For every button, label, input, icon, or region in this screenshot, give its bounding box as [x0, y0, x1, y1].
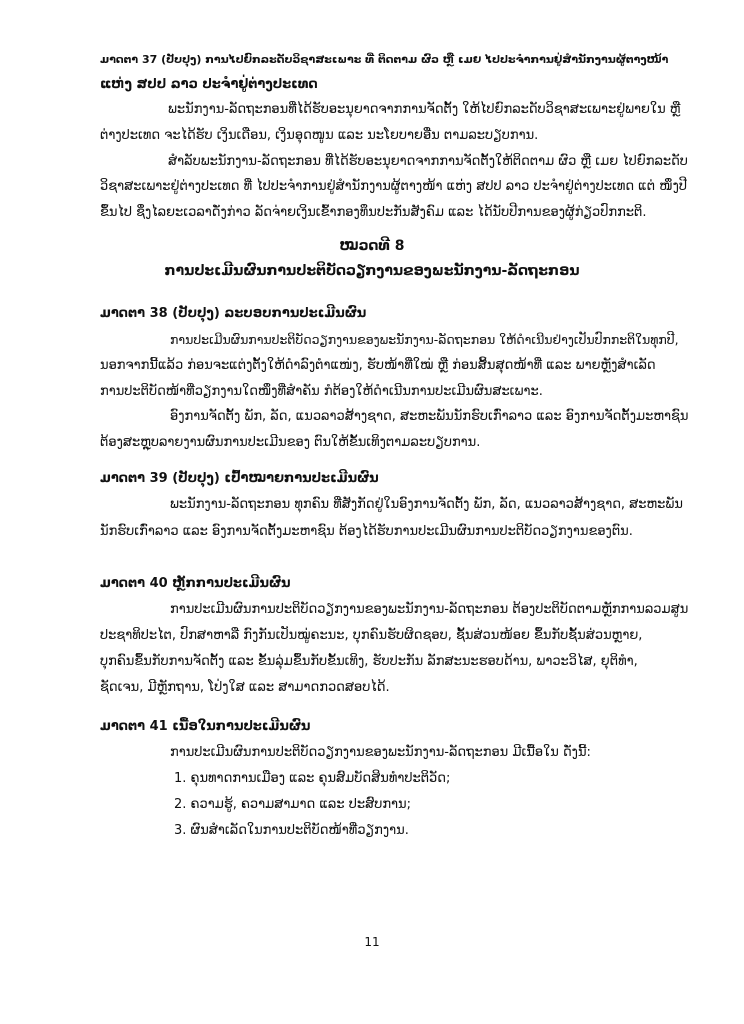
- chapter-title: ການປະເມີນຜົນການປະຕິບັດວຽກງານຂອງພະນັກງານ-ລັດຖະກອນ: [164, 263, 580, 279]
- article-41-intro: ການປະເມີນຜົນການປະຕິບັດວຽກງານຂອງພະນັກງານ-ລັດຖະກອນ ມີເນື້ອໃນ ດັ່ງນີ້:: [170, 745, 591, 760]
- article-38-paragraph-line: ນອກຈາກນີ້ແລ້ວ ກ່ອນຈະແຕ່ງຕັ້ງໃຫ້ດຳລົງຕຳແໜ່ງ, ຮັບໜ້າທີ່ໃໝ່ ຫຼື ກ່ອນສິ້ນສຸດໜ້າທີ່ ແລະ ພາຍຫຼັງສຳເລັດ: [100, 358, 656, 373]
- article-39-paragraph-line: ພະນັກງານ-ລັດຖະກອນ ທຸກຄົນ ທີ່ສັງກັດຢູ່ໃນອົງການຈັດຕັ້ງ ພັກ, ລັດ, ແນວລາວສ້າງຊາດ, ສະຫະພັນ: [170, 497, 683, 512]
- article-38-paragraph-line: ການປະເມີນຜົນການປະຕິບັດວຽກງານຂອງພະນັກງານ-ລັດຖະກອນ ໃຫ້ດຳເນີນຢ່າງເປັນປົກກະຕິໃນທຸກປີ,: [170, 332, 679, 347]
- chapter-number: ໝວດທີ 8: [339, 238, 405, 254]
- article-37-paragraph-line: ພະນັກງານ-ລັດຖະກອນທີ່ໄດ້ຮັບອະນຸຍາດຈາກການຈັດຕັ້ງ ໃຫ້ໄປຍົກລະດັບວິຊາສະເພາະຢູ່ພາຍໃນ ຫຼື: [168, 102, 681, 117]
- article-38-heading: ມາດຕາ 38 (ປັບປຸງ) ລະບອບການປະເມີນຜົນ: [100, 306, 367, 321]
- list-item: 1. ຄຸນທາດການເມືອງ ແລະ ຄຸນສົມບັດສິນທຳປະຕິວັດ;: [174, 771, 451, 786]
- article-41-heading: ມາດຕາ 41 ເນື້ອໃນການປະເມີນຜົນ: [100, 719, 311, 734]
- article-40-heading: ມາດຕາ 40 ຫຼັກການປະເມີນຜົນ: [100, 576, 291, 591]
- article-39-paragraph-line: ນັກຮົບເກົ່າລາວ ແລະ ອົງການຈັດຕັ້ງມະຫາຊົນ ຕ້ອງໄດ້ຮັບການປະເມີນຜົນການປະຕິບັດວຽກງານຂອງຕົນ.: [100, 524, 633, 539]
- article-37-paragraph-line: ຂຶ້ນໄປ ຊຶ່ງໄລຍະເວລາດັ່ງກ່າວ ລັດຈ່າຍເງິນເຂົ້າກອງທຶນປະກັນສັງຄົມ ແລະ ໄດ້ນັບປີການຂອງຜູ້ກ່ຽວປົກກະຕິ.: [100, 205, 647, 220]
- article-40-paragraph-line: ການປະເມີນຜົນການປະຕິບັດວຽກງານຂອງພະນັກງານ-ລັດຖະກອນ ຕ້ອງປະຕິບັດຕາມຫຼັກການລວມສູນ: [170, 602, 689, 617]
- article-37-heading: ມາດຕາ 37 (ປັບປຸງ) ການໄປຍົກລະດັບວິຊາສະເພາະ ທີ່ ຕິດຕາມ ຜົວ ຫຼື ເມຍ ໄປປະຈຳການຢູ່ສຳນັກງານຜູ້ຕາງໜ້າ: [100, 53, 669, 66]
- article-38-paragraph-line: ອົງການຈັດຕັ້ງ ພັກ, ລັດ, ແນວລາວສ້າງຊາດ, ສະຫະພັນນັກຮົບເກົ່າລາວ ແລະ ອົງການຈັດຕັ້ງມະຫາຊົນ: [170, 409, 689, 424]
- article-37-paragraph-line: ສຳລັບພະນັກງານ-ລັດຖະກອນ ທີ່ໄດ້ຮັບອະນຸຍາດຈາກການຈັດຕັ້ງໃຫ້ຕິດຕາມ ຜົວ ຫຼື ເມຍ ໄປຍົກລະດັບ: [168, 154, 688, 169]
- list-item: 2. ຄວາມຮູ້, ຄວາມສາມາດ ແລະ ປະສົບການ;: [174, 797, 412, 812]
- article-40-paragraph-line: ປະຊາທິປະໄຕ, ປົກສາຫາລື ກົງກັນເປັນໝູ່ຄະນະ, ບຸກຄົນຮັບຜິດຊອບ, ຊັ້ນສ່ວນໜ້ອຍ ຂຶ້ນກັບຊັ້ນສ່ວນຫຼາຍ,: [100, 628, 643, 643]
- list-item: 3. ຜົນສຳເລັດໃນການປະຕິບັດໜ້າທີ່ວຽກງານ.: [174, 823, 409, 838]
- article-38-paragraph-line: ຕ້ອງສະຫຼຸບລາຍງານຜົນການປະເມີນຂອງ ຕົນໃຫ້ຂັ້ນເທິງຕາມລະບຽບການ.: [100, 435, 481, 450]
- article-40-paragraph-line: ບຸກຄົນຂຶ້ນກັບການຈັດຕັ້ງ ແລະ ຂັ້ນລຸ່ມຂຶ້ນກັບຂັ້ນເທິງ, ຮັບປະກັນ ລັກສະນະຮອບດ້ານ, ພາວະວິໄສ, ຍຸຕິທຳ,: [100, 654, 638, 669]
- article-38-paragraph-line: ການປະຕິບັດໜ້າທີ່ວຽກງານໃດໜຶ່ງທີ່ສຳຄັນ ກໍຕ້ອງໃຫ້ດຳເນີນການປະເມີນຜົນສະເພາະ.: [100, 384, 543, 399]
- article-37-paragraph-line: ວິຊາສະເພາະຢູ່ຕ່າງປະເທດ ທີ່ ໄປປະຈຳການຢູ່ສຳນັກງານຜູ້ຕາງໜ້າ ແຫ່ງ ສປປ ລາວ ປະຈຳຢູ່ຕ່າງປະເທດ ແຕ່ ໜຶ່ງປີ: [100, 179, 687, 194]
- article-37-paragraph-line: ຕ່າງປະເທດ ຈະໄດ້ຮັບ ເງິນເດືອນ, ເງິນອຸດໜູນ ແລະ ນະໂຍບາຍອື່ນ ຕາມລະບຽບການ.: [100, 128, 539, 143]
- page-number: 11: [364, 935, 380, 949]
- article-40-paragraph-line: ຊັດເຈນ, ມີຫຼັກຖານ, ໂປ່ງໃສ ແລະ ສາມາດກວດສອບໄດ້.: [100, 680, 390, 695]
- article-37-heading-cont: ແຫ່ງ ສປປ ລາວ ປະຈຳຢູ່ຕ່າງປະເທດ: [100, 77, 318, 92]
- article-39-heading: ມາດຕາ 39 (ປັບປຸງ) ເປົ້າໝາຍການປະເມີນຜົນ: [100, 471, 379, 486]
